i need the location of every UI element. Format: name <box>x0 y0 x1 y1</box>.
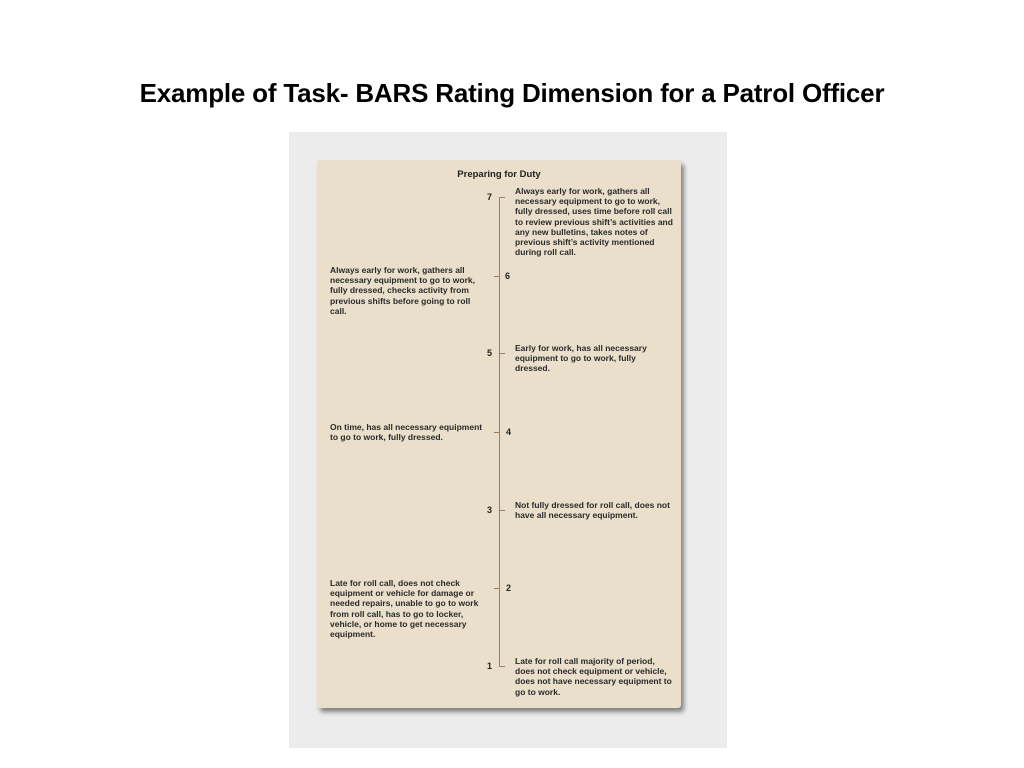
tick-4 <box>494 432 500 433</box>
scale-title: Preparing for Duty <box>457 169 541 180</box>
anchor-text-1: Late for roll call majority of period, does not check equipment or vehicle, does not have necessary equipment to go to work. <box>515 656 672 697</box>
anchor-text-5: Early for work, has all necessary equipment to go to work, fully dressed. <box>515 343 647 374</box>
scale-value-4: 4 <box>506 427 512 437</box>
slide-title: Example of Task- BARS Rating Dimension for a Patrol Officer <box>139 78 885 108</box>
tick-5 <box>499 353 505 354</box>
tick-6 <box>494 276 500 277</box>
scale-value-1: 1 <box>487 661 493 671</box>
tick-3 <box>499 510 505 511</box>
anchor-text-2: Late for roll call, does not check equipment or vehicle for damage or needed repairs, unable to go to work from roll call, has to go to locker, vehicle, or home to get necessary equipment. <box>330 578 479 640</box>
scale-value-2: 2 <box>506 583 512 593</box>
scale-value-7: 7 <box>487 192 493 202</box>
scale-value-5: 5 <box>487 348 493 358</box>
tick-7 <box>499 197 505 198</box>
scale-value-3: 3 <box>487 505 493 515</box>
anchor-text-4: On time, has all necessary equipment to go to work, fully dressed. <box>330 422 483 443</box>
anchor-text-6: Always early for work, gathers all necessary equipment to go to work, fully dressed, checks activity from previous shifts before going to roll call. <box>330 265 476 316</box>
scale-value-6: 6 <box>505 271 511 281</box>
anchor-text-3: Not fully dressed for roll call, does not have all necessary equipment. <box>515 500 670 521</box>
tick-2 <box>494 588 500 589</box>
anchor-text-7: Always early for work, gathers all necessary equipment to go to work, fully dressed, uses time before roll call to review previous shift’s activities and any new bulletins, takes notes of previous shift’s activity mentioned during roll call. <box>515 186 673 258</box>
tick-1 <box>499 666 505 667</box>
bars-scale-card <box>317 160 681 708</box>
